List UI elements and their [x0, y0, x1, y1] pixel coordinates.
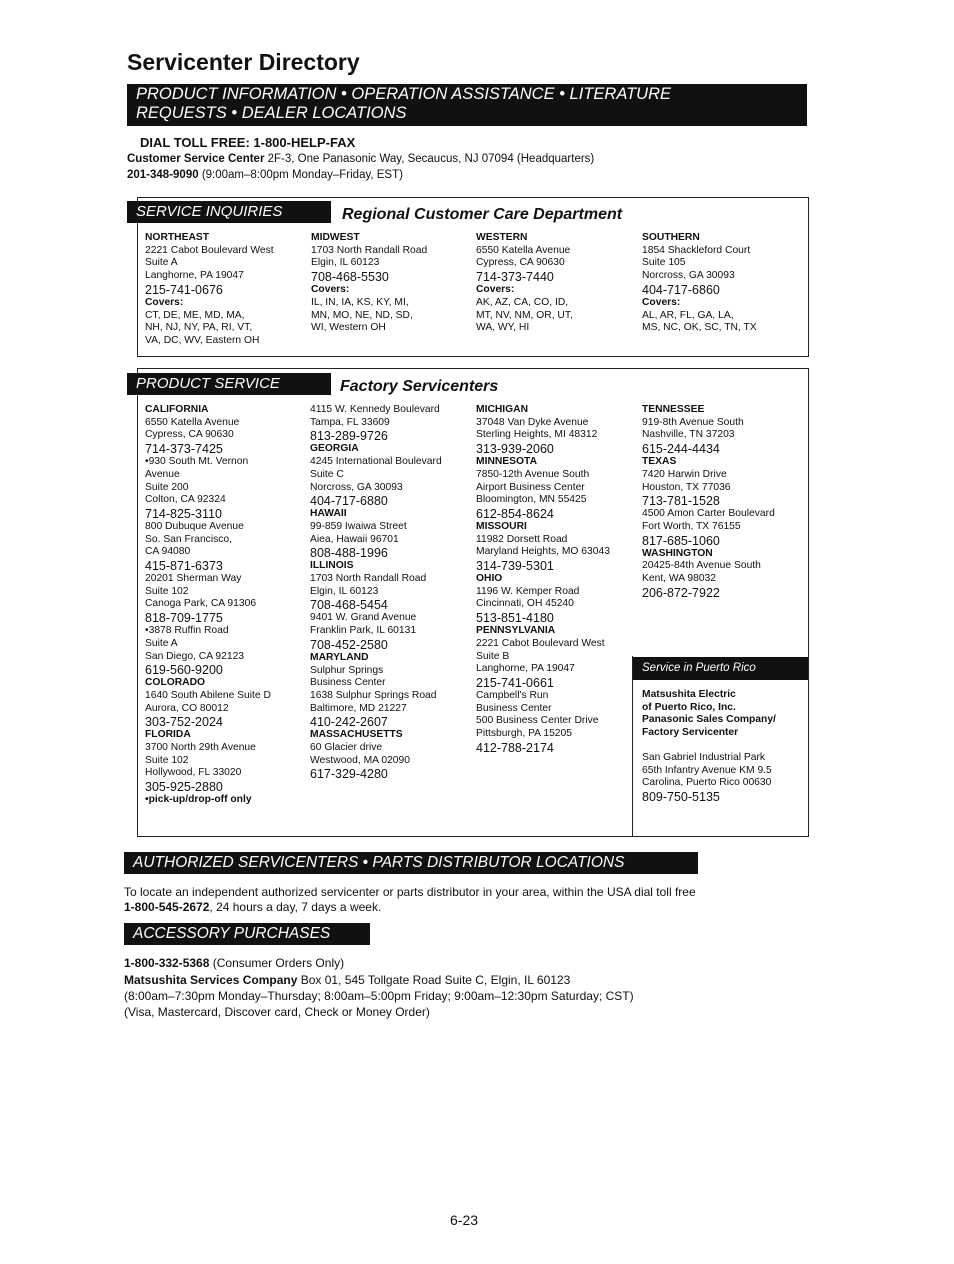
address-line: 1638 Sulphur Springs Road [310, 689, 437, 701]
address-line: Langhorne, PA 19047 [476, 663, 575, 675]
address-line: Aurora, CO 80012 [145, 702, 229, 714]
accessory-payment: (Visa, Mastercard, Discover card, Check or Money Order) [124, 1005, 430, 1019]
accessory-phone: 1-800-332-5368 [124, 956, 210, 970]
address-line: Covers: [642, 296, 681, 308]
address-line: Suite A [145, 637, 178, 649]
address-line: Franklin Park, IL 60131 [310, 625, 417, 637]
address-line: San Gabriel Industrial Park [642, 751, 766, 763]
address-line: 65th Infantry Avenue KM 9.5 [642, 764, 772, 776]
states-col-3 [476, 404, 610, 755]
phone-number: 612-854-8624 [476, 506, 554, 521]
address-line: Cypress, CA 90630 [476, 257, 565, 269]
puerto-rico-details [642, 689, 776, 804]
phone-number: 714-373-7425 [145, 442, 223, 457]
address-line: Suite C [310, 468, 344, 480]
address-line: Aiea, Hawaii 96701 [310, 533, 399, 545]
accessory-phone-note: (Consumer Orders Only) [209, 956, 345, 970]
location-heading: MASSACHUSETTS [310, 729, 403, 741]
phone-number: 410-242-2607 [310, 715, 388, 730]
location-heading: ILLINOIS [310, 560, 354, 572]
authorized-text-1: To locate an independent authorized servicenter or parts distributor in your area, within the USA dial toll free [124, 885, 696, 899]
location-heading: MINNESOTA [476, 456, 538, 468]
region-southern [642, 232, 757, 335]
address-line: 919-8th Avenue South [642, 416, 744, 428]
address-line: AL, AR, FL, GA, LA, [642, 309, 734, 321]
location-heading: SOUTHERN [642, 232, 700, 243]
address-line: Norcross, GA 30093 [310, 481, 403, 493]
location-heading: NORTHEAST [145, 232, 210, 243]
address-line: Norcross, GA 30093 [642, 270, 735, 282]
accessory-company-line [124, 972, 570, 988]
address-line: 4500 Amon Carter Boulevard [642, 508, 775, 520]
accessory-purchases-bar: ACCESSORY PURCHASES [124, 923, 370, 945]
address-line: Fort Worth, TX 76155 [642, 520, 741, 532]
address-line: 1703 North Randall Road [311, 244, 428, 256]
states-col-1 [145, 404, 271, 807]
phone-number: 714-825-3110 [145, 506, 222, 521]
address-line: Hollywood, FL 33020 [145, 767, 242, 779]
phone-number: 818-709-1775 [145, 611, 223, 626]
region-northeast [145, 232, 274, 348]
phone-number: 313-939-2060 [476, 442, 554, 457]
address-line: 9401 W. Grand Avenue [310, 612, 417, 624]
address-line: Colton, CA 92324 [145, 494, 226, 506]
csc-address: 2F-3, One Panasonic Way, Secaucus, NJ 07094 (Headquarters) [264, 153, 595, 165]
address-line: IL, IN, IA, KS, KY, MI, [311, 296, 409, 308]
address-line: Pittsburgh, PA 15205 [476, 728, 572, 740]
phone-number: 412-788-2174 [476, 740, 554, 755]
page-title: Servicenter Directory [127, 49, 360, 75]
csc-hours: (9:00am–8:00pm Monday–Friday, EST) [198, 169, 403, 181]
phone-number: 305-925-2880 [145, 780, 223, 795]
location-heading: GEORGIA [310, 443, 359, 455]
address-line: MS, NC, OK, SC, TN, TX [642, 322, 757, 334]
accessory-phone-line [124, 955, 344, 971]
phone-number: 708-468-5454 [310, 598, 388, 613]
address-line: Suite 102 [145, 754, 189, 766]
address-line: Kent, WA 98032 [642, 573, 717, 585]
location-heading: Panasonic Sales Company/ [642, 714, 776, 726]
phone-number: 303-752-2024 [145, 715, 223, 730]
phone-number: 817-685-1060 [642, 533, 720, 548]
address-line: Bloomington, MN 55425 [476, 494, 587, 506]
product-service-tab: PRODUCT SERVICE [127, 373, 331, 395]
address-line: 1703 North Randall Road [310, 573, 427, 585]
page-number: 6-23 [450, 1212, 479, 1228]
address-line: Campbell's Run [476, 689, 549, 701]
address-line: Westwood, MA 02090 [310, 754, 410, 766]
phone-number: 713-781-1528 [642, 494, 720, 509]
dial-toll-free: DIAL TOLL FREE: 1-800-HELP-FAX [140, 135, 356, 150]
location-heading: MICHIGAN [476, 404, 529, 415]
phone-number: 708-452-2580 [310, 637, 388, 652]
address-line: 2221 Cabot Boulevard West [476, 637, 605, 649]
address-line: 11982 Dorsett Road [476, 533, 568, 545]
address-line: CT, DE, ME, MD, MA, [145, 309, 245, 321]
address-line: Covers: [476, 284, 515, 296]
location-heading: CALIFORNIA [145, 404, 209, 415]
accessory-company: Matsushita Services Company [124, 973, 298, 987]
phone-number: 813-289-9726 [310, 429, 388, 444]
location-heading: TEXAS [642, 456, 677, 468]
location-heading: Factory Servicenter [642, 727, 739, 739]
address-line: Nashville, TN 37203 [642, 429, 735, 441]
address-line: VA, DC, WV, Eastern OH [145, 334, 260, 346]
states-col-2 [310, 404, 442, 781]
factory-heading: Factory Servicenters [340, 378, 499, 395]
authorized-servicenters-bar: AUTHORIZED SERVICENTERS • PARTS DISTRIBUTOR LOCATIONS [124, 852, 698, 874]
address-line: WI, Western OH [311, 322, 386, 334]
phone-number: 809-750-5135 [642, 789, 720, 804]
address-line: Suite 102 [145, 585, 189, 597]
address-line: Business Center [476, 702, 552, 714]
address-line: 4115 W. Kennedy Boulevard [310, 404, 440, 415]
phone-number: 314-739-5301 [476, 559, 554, 574]
location-heading: MARYLAND [310, 651, 369, 663]
address-line: So. San Francisco, [145, 533, 232, 545]
address-line: 500 Business Center Drive [476, 715, 599, 727]
authorized-text-2 [124, 899, 381, 915]
address-line: •3878 Ruffin Road [145, 625, 229, 637]
regional-heading: Regional Customer Care Department [342, 206, 623, 223]
address-line: 3700 North 29th Avenue [145, 742, 256, 754]
service-inquiries-tab: SERVICE INQUIRIES [127, 201, 331, 223]
region-western [476, 232, 573, 335]
phone-number: 215-741-0661 [476, 675, 554, 690]
address-line: 800 Dubuque Avenue [145, 520, 244, 532]
puerto-rico-bar: Service in Puerto Rico [633, 657, 808, 680]
phone-number: 617-329-4280 [310, 767, 388, 782]
location-heading: WESTERN [476, 232, 528, 243]
address-line: Suite 200 [145, 481, 189, 493]
authorized-phone: 1-800-545-2672 [124, 900, 210, 914]
csc-label: Customer Service Center [127, 153, 265, 165]
address-line [642, 740, 776, 752]
address-line: Covers: [145, 296, 184, 308]
product-information-header [127, 84, 807, 126]
phone-number: 404-717-6860 [642, 282, 720, 297]
address-line: Cypress, CA 90630 [145, 429, 234, 441]
address-line: 6550 Katella Avenue [476, 244, 571, 256]
address-line: 20425-84th Avenue South [642, 560, 761, 572]
accessory-address: Box 01, 545 Tollgate Road Suite C, Elgin, IL 60123 [297, 973, 571, 987]
address-line: Carolina, Puerto Rico 00630 [642, 777, 772, 789]
location-heading: MISSOURI [476, 520, 527, 532]
address-line: Elgin, IL 60123 [310, 585, 379, 597]
address-line: Suite B [476, 650, 510, 662]
address-line: Avenue [145, 468, 180, 480]
phone-number: 215-741-0676 [145, 282, 223, 297]
address-line: MT, NV, NM, OR, UT, [476, 309, 573, 321]
location-heading: FLORIDA [145, 729, 191, 741]
address-line: Elgin, IL 60123 [311, 257, 380, 269]
location-heading: PENNSYLVANIA [476, 625, 556, 637]
address-line: 1854 Shackleford Court [642, 244, 751, 256]
phone-number: 206-872-7922 [642, 585, 720, 600]
address-line: Sterling Heights, MI 48312 [476, 429, 598, 441]
phone-number: 415-871-6373 [145, 559, 223, 574]
address-line: 20201 Sherman Way [145, 573, 242, 585]
address-line: 99-859 Iwaiwa Street [310, 520, 407, 532]
address-line: Houston, TX 77036 [642, 481, 731, 493]
address-line: 6550 Katella Avenue [145, 416, 240, 428]
address-line: 1196 W. Kemper Road [476, 585, 580, 597]
csc-phone: 201-348-9090 [127, 169, 199, 181]
address-line: San Diego, CA 92123 [145, 650, 245, 662]
location-heading: HAWAII [310, 508, 347, 520]
address-line: Maryland Heights, MO 63043 [476, 546, 610, 558]
phone-number: 714-373-7440 [476, 270, 554, 285]
address-line: NH, NJ, NY, PA, RI, VT, [145, 322, 253, 334]
location-heading: of Puerto Rico, Inc. [642, 701, 736, 713]
phone-number: 615-244-4434 [642, 442, 720, 457]
location-heading: WASHINGTON [642, 547, 713, 559]
address-line: 4245 International Boulevard [310, 456, 442, 468]
address-line: Airport Business Center [476, 481, 585, 493]
header-line-1: PRODUCT INFORMATION • OPERATION ASSISTANCE • LITERATURE [136, 85, 672, 103]
phone-number: 619-560-9200 [145, 663, 223, 678]
phone-number: 708-468-5530 [311, 270, 389, 285]
address-line: 37048 Van Dyke Avenue [476, 416, 589, 428]
address-line: Cincinnati, OH 45240 [476, 598, 574, 610]
address-line: 2221 Cabot Boulevard West [145, 244, 274, 256]
address-line: Suite A [145, 257, 178, 269]
address-line: Covers: [311, 284, 350, 296]
authorized-hours: , 24 hours a day, 7 days a week. [209, 900, 382, 914]
address-line: Business Center [310, 677, 386, 689]
address-line: AK, AZ, CA, CO, ID, [476, 296, 569, 308]
phone-number: 513-851-4180 [476, 611, 554, 626]
address-line: Baltimore, MD 21227 [310, 702, 407, 714]
phone-number: 404-717-6880 [310, 494, 388, 509]
location-heading: MIDWEST [311, 232, 360, 243]
address-line: Canoga Park, CA 91306 [145, 598, 257, 610]
location-heading: OHIO [476, 573, 503, 585]
region-midwest [311, 232, 427, 335]
accessory-hours: (8:00am–7:30pm Monday–Thursday; 8:00am–5:00pm Friday; 9:00am–12:30pm Saturday; CST) [124, 989, 634, 1003]
address-line: MN, MO, NE, ND, SD, [311, 309, 413, 321]
location-heading: •pick-up/drop-off only [145, 794, 252, 806]
customer-service-center-line [127, 153, 594, 165]
address-line: 60 Glacier drive [310, 742, 383, 754]
address-line: 7850-12th Avenue South [476, 468, 590, 480]
address-line: WA, WY, HI [476, 322, 530, 334]
csc-phone-line [127, 169, 403, 181]
address-line: •930 South Mt. Vernon [145, 456, 249, 468]
location-heading: Matsushita Electric [642, 689, 736, 700]
address-line: 1640 South Abilene Suite D [145, 689, 271, 701]
states-col-4 [642, 404, 775, 600]
address-line: Langhorne, PA 19047 [145, 270, 244, 282]
address-line: Tampa, FL 33609 [310, 416, 390, 428]
location-heading: TENNESSEE [642, 404, 705, 415]
address-line: CA 94080 [145, 546, 191, 558]
header-line-2: REQUESTS • DEALER LOCATIONS [136, 104, 407, 122]
phone-number: 808-488-1996 [310, 546, 388, 561]
address-line: 7420 Harwin Drive [642, 468, 727, 480]
address-line: Suite 105 [642, 257, 686, 269]
address-line: Sulphur Springs [310, 664, 384, 676]
location-heading: COLORADO [145, 677, 206, 689]
